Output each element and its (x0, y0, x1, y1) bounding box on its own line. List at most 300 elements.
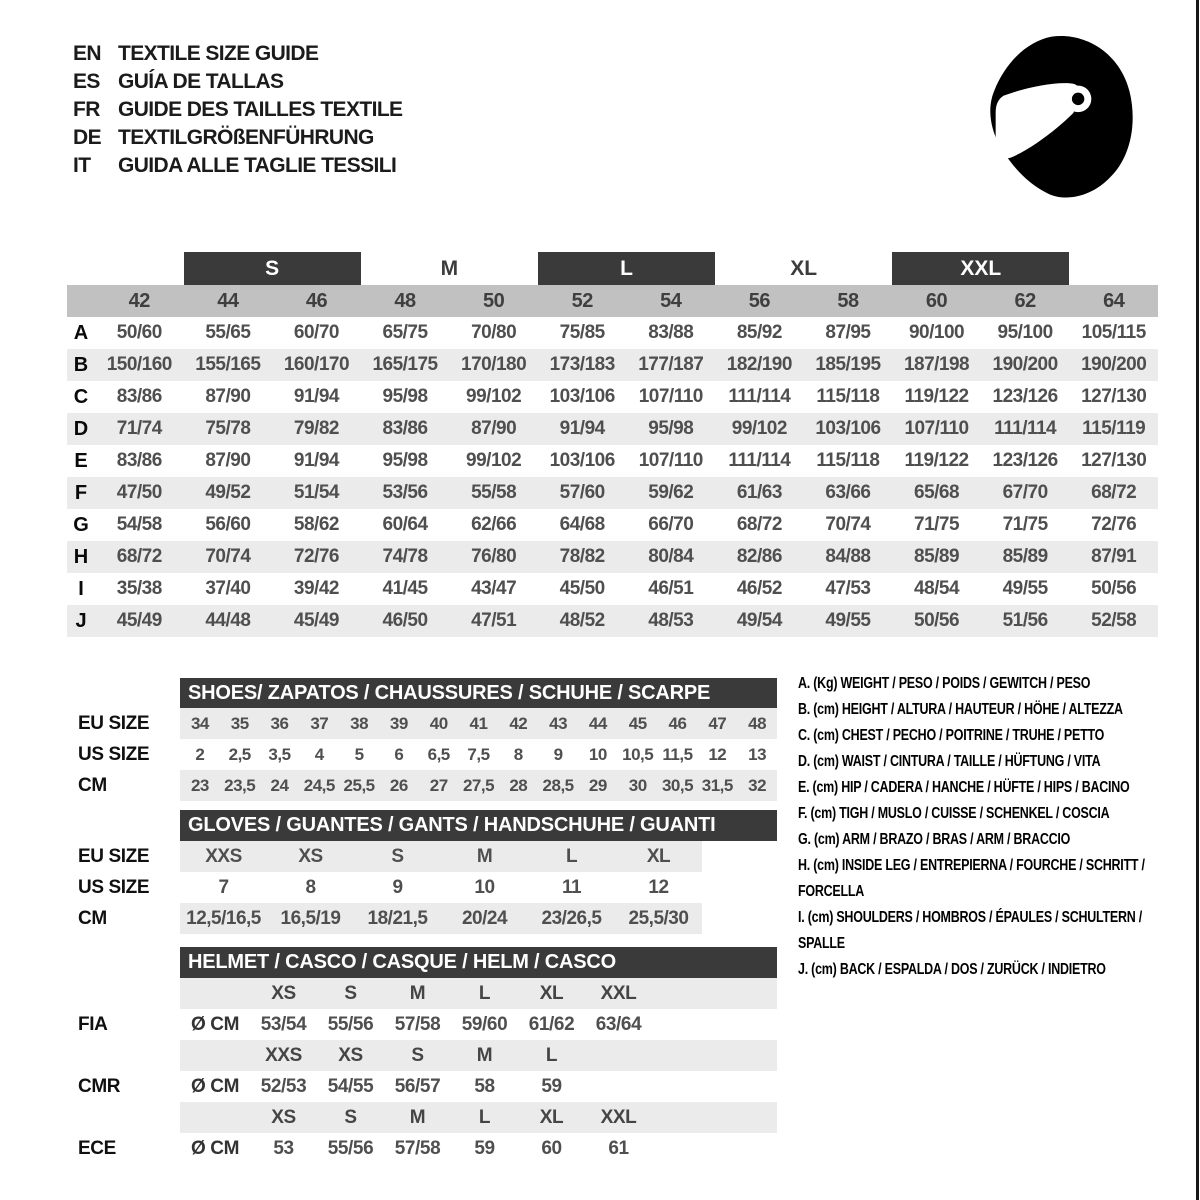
shoes-eu-row (180, 708, 777, 739)
measurement-row (67, 445, 1158, 477)
measurement-value: 115/118 (816, 450, 880, 471)
helmet-size-label: XL (539, 982, 564, 1004)
helmet-fia-value: 59/60 (461, 1013, 508, 1035)
language-title: TEXTILGRÖßENFÜHRUNG (118, 126, 374, 149)
legend-item: B. (cm) HEIGHT / ALTURA / HAUTEUR / HÖHE / ALTEZZA (798, 701, 1123, 718)
size-band-row (67, 252, 1158, 285)
measurement-value: 91/94 (559, 418, 605, 439)
measurement-value: 107/110 (904, 418, 969, 439)
row-letter: G (73, 513, 89, 536)
shoe-cm-value: 23,5 (224, 775, 256, 795)
glove-eu-size: XL (646, 845, 671, 867)
measurement-value: 49/54 (736, 610, 782, 631)
measurement-value: 68/72 (1091, 482, 1137, 503)
measurement-value: 56/60 (205, 514, 251, 535)
shoe-us-size: 5 (354, 744, 364, 764)
size-number: 46 (305, 289, 328, 312)
gloves-cm-row (180, 903, 702, 934)
measurement-value: 48/53 (648, 610, 694, 631)
measurement-value: 150/160 (106, 354, 172, 375)
language-title-row (73, 124, 402, 152)
measurement-value: 67/70 (1002, 482, 1048, 503)
measurement-value: 49/52 (205, 482, 251, 503)
glove-eu-size: XXS (205, 845, 242, 867)
measurement-value: 65/68 (914, 482, 960, 503)
measurement-value: 115/118 (816, 386, 880, 407)
measurement-value: 107/110 (638, 386, 703, 407)
measurement-value: 105/115 (1081, 322, 1146, 343)
helmet-ece-value: 59 (474, 1137, 495, 1159)
size-number: 56 (748, 289, 770, 312)
helmet-size-label: S (344, 982, 357, 1004)
helmet-size-label: M (476, 1044, 493, 1066)
shoe-cm-value: 29 (588, 775, 607, 795)
row-letter: C (73, 385, 89, 408)
row-letter: H (73, 545, 89, 568)
measurement-row (67, 541, 1158, 573)
measurement-value: 177/187 (638, 354, 704, 375)
size-band-m: M (440, 256, 459, 280)
shoes-section-title: SHOES/ ZAPATOS / CHAUSSURES / SCHUHE / SCARPE (180, 678, 777, 708)
language-code: ES (73, 70, 100, 93)
helmet-fia-value: 55/56 (327, 1013, 374, 1035)
measurement-value: 70/74 (825, 514, 871, 535)
measurement-rows (67, 317, 1158, 637)
glove-us-size: 11 (561, 876, 582, 898)
shoes-cm-label: CM (78, 774, 107, 796)
measurement-value: 170/180 (461, 354, 527, 375)
diameter-label: Ø CM (190, 1137, 239, 1159)
size-number: 58 (837, 289, 859, 312)
helmet-size-label: XXL (600, 1106, 637, 1128)
measurement-value: 119/122 (904, 450, 969, 471)
glove-us-size: 10 (474, 876, 495, 898)
measurement-value: 84/88 (825, 546, 871, 567)
measurement-value: 83/86 (116, 386, 162, 407)
glove-us-size: 12 (648, 876, 669, 898)
legend-item: D. (cm) WAIST / CINTURA / TAILLE / HÜFTUNG / VITA (798, 753, 1101, 770)
shoe-eu-size: 38 (350, 713, 369, 733)
glove-cm-value: 12,5/16,5 (186, 907, 261, 929)
measurement-value: 50/56 (1091, 578, 1137, 599)
shoe-cm-value: 27 (429, 775, 448, 795)
measurement-value: 115/119 (1082, 418, 1146, 439)
shoe-us-size: 6 (394, 744, 404, 764)
shoe-eu-size: 40 (429, 713, 448, 733)
language-title-row (73, 152, 402, 180)
helmet-size-label: XL (539, 1106, 564, 1128)
shoe-us-size: 6,5 (427, 744, 450, 764)
shoe-eu-size: 47 (708, 713, 727, 733)
measurement-value: 65/75 (382, 322, 428, 343)
measurement-value: 107/110 (638, 450, 703, 471)
row-letter: F (74, 481, 88, 504)
shoe-cm-value: 31,5 (701, 775, 733, 795)
legend-item: E. (cm) HIP / CADERA / HANCHE / HÜFTE / HIPS / BACINO (798, 779, 1130, 796)
measurement-value: 71/75 (1002, 514, 1048, 535)
glove-cm-value: 23/26,5 (541, 907, 602, 929)
measurement-value: 63/66 (825, 482, 871, 503)
measurement-row (67, 317, 1158, 349)
shoes-us-size-label: US SIZE (78, 743, 150, 765)
measurement-value: 111/114 (728, 386, 791, 407)
measurement-value: 70/74 (205, 546, 251, 567)
helmet-size-label: M (409, 1106, 426, 1128)
helmet-size-label: S (344, 1106, 357, 1128)
measurement-value: 47/53 (825, 578, 871, 599)
measurement-value: 123/126 (992, 450, 1058, 471)
shoe-cm-value: 24,5 (303, 775, 335, 795)
legend-item: G. (cm) ARM / BRAZO / BRAS / ARM / BRACCIO (798, 831, 1071, 848)
measurement-value: 76/80 (471, 546, 517, 567)
measurement-value: 99/102 (466, 386, 522, 407)
helmet-fia-sizes-row (180, 978, 777, 1009)
language-title: GUIDA ALLE TAGLIE TESSILI (118, 154, 397, 177)
helmet-fia-value: 63/64 (595, 1013, 642, 1035)
helmet-cmr-value: 58 (474, 1075, 495, 1097)
gloves-us-row (180, 872, 702, 903)
glove-eu-size: L (565, 845, 578, 867)
measurement-value: 64/68 (559, 514, 605, 535)
shoe-us-size: 9 (553, 744, 563, 764)
size-number: 44 (217, 289, 239, 312)
row-letter: A (73, 321, 89, 344)
measurement-value: 35/38 (116, 578, 162, 599)
measurement-value: 95/100 (997, 322, 1053, 343)
shoe-us-size: 4 (314, 744, 324, 764)
helmet-size-label: XS (338, 1044, 363, 1066)
helmet-cmr-value: 52/53 (260, 1075, 307, 1097)
measurement-value: 66/70 (648, 514, 694, 535)
measurement-value: 103/106 (549, 450, 615, 471)
gloves-us-size-label: US SIZE (78, 876, 150, 898)
helmet-section-title: HELMET / CASCO / CASQUE / HELM / CASCO (180, 947, 777, 978)
measurement-value: 37/40 (205, 578, 251, 599)
glove-eu-size: M (476, 845, 493, 867)
shoe-us-size: 8 (513, 744, 523, 764)
measurement-value: 91/94 (293, 450, 339, 471)
measurement-value: 190/200 (1081, 354, 1147, 375)
measurement-value: 87/90 (471, 418, 517, 439)
measurement-value: 45/49 (293, 610, 339, 631)
shoe-cm-value: 23 (190, 775, 209, 795)
language-code: FR (73, 98, 100, 121)
textile-size-table (67, 252, 1158, 637)
measurement-value: 165/175 (372, 354, 438, 375)
measurement-value: 58/62 (293, 514, 339, 535)
language-title-list (73, 40, 402, 180)
measurement-value: 82/86 (736, 546, 782, 567)
measurement-value: 123/126 (992, 386, 1058, 407)
measurement-value: 87/95 (825, 322, 871, 343)
measurement-value: 48/54 (914, 578, 960, 599)
glove-us-size: 9 (392, 876, 403, 898)
gloves-eu-size-label: EU SIZE (78, 845, 150, 867)
helmet-fia-value: 53/54 (260, 1013, 307, 1035)
shoe-eu-size: 34 (190, 713, 209, 733)
measurement-value: 160/170 (283, 354, 350, 375)
measurement-row (67, 413, 1158, 445)
measurement-value: 49/55 (1002, 578, 1048, 599)
shoes-us-row (180, 739, 777, 770)
measurement-value: 155/165 (195, 354, 261, 375)
measurement-value: 119/122 (904, 386, 969, 407)
measurement-value: 43/47 (471, 578, 517, 599)
helmet-fia-value: 61/62 (528, 1013, 575, 1035)
language-title-row (73, 96, 402, 124)
helmet-cmr-sizes-row (180, 1040, 777, 1071)
measurement-value: 71/75 (914, 514, 960, 535)
shoe-eu-size: 46 (668, 713, 687, 733)
measurement-value: 75/78 (205, 418, 251, 439)
shoe-eu-size: 48 (748, 713, 767, 733)
shoe-eu-size: 45 (628, 713, 647, 733)
measurement-value: 62/66 (471, 514, 517, 535)
measurement-value: 45/49 (116, 610, 162, 631)
measurement-value: 103/106 (549, 386, 615, 407)
measurement-value: 99/102 (731, 418, 787, 439)
helmet-fia-label: FIA (78, 1013, 108, 1035)
size-number: 52 (571, 289, 593, 312)
shoe-eu-size: 42 (509, 713, 528, 733)
measurement-value: 50/56 (914, 610, 960, 631)
measurement-value: 79/82 (293, 418, 339, 439)
shoe-us-size: 3,5 (268, 744, 291, 764)
measurement-value: 87/90 (205, 450, 251, 471)
gloves-eu-row (180, 841, 702, 872)
size-band-l: L (538, 252, 715, 285)
measurement-value: 44/48 (205, 610, 251, 631)
measurement-value: 46/51 (648, 578, 694, 599)
language-code: DE (73, 126, 101, 149)
measurement-row (67, 349, 1158, 381)
measurement-value: 39/42 (293, 578, 339, 599)
helmet-cmr-value: 54/55 (327, 1075, 374, 1097)
size-band-s: S (184, 252, 361, 285)
measurement-value: 111/114 (728, 450, 791, 471)
measurement-value: 90/100 (908, 322, 965, 343)
measurement-value: 45/50 (559, 578, 605, 599)
measurement-row (67, 509, 1158, 541)
shoe-cm-value: 30,5 (661, 775, 694, 795)
shoe-eu-size: 37 (310, 713, 329, 733)
legend-item: J. (cm) BACK / ESPALDA / DOS / ZURÜCK / INDIETRO (798, 961, 1106, 978)
size-number: 50 (482, 289, 505, 312)
shoe-us-size: 2 (195, 744, 205, 764)
measurement-value: 72/76 (293, 546, 339, 567)
measurement-row (67, 605, 1158, 637)
measurement-value: 71/74 (116, 418, 162, 439)
shoe-cm-value: 32 (748, 775, 767, 795)
measurement-value: 70/80 (471, 322, 517, 343)
measurement-value: 91/94 (293, 386, 339, 407)
legend-item: I. (cm) SHOULDERS / HOMBROS / ÉPAULES / SCHULTERN / SPALLE (798, 909, 1143, 952)
helmet-size-label: XXS (265, 1044, 302, 1066)
helmet-size-label: XXL (600, 982, 637, 1004)
measurement-value: 68/72 (736, 514, 782, 535)
helmet-size-label: XS (271, 982, 296, 1004)
measurement-value: 87/91 (1091, 546, 1137, 567)
shoe-us-size: 11,5 (662, 744, 693, 764)
row-letter: J (75, 609, 87, 632)
helmet-icon (980, 32, 1142, 200)
measurement-value: 87/90 (205, 386, 251, 407)
size-band-xl: XL (790, 256, 818, 280)
glove-us-size: 8 (305, 876, 316, 898)
helmet-ece-value: 61 (608, 1137, 629, 1159)
gloves-cm-label: CM (78, 907, 107, 929)
glove-eu-size: XS (298, 845, 323, 867)
measurement-value: 54/58 (116, 514, 162, 535)
measurement-value: 51/54 (293, 482, 339, 503)
size-band-xxl: XXL (892, 252, 1069, 285)
measurement-row (67, 381, 1158, 413)
row-letter: E (74, 449, 88, 472)
glove-us-size: 7 (218, 876, 229, 898)
size-number: 64 (1103, 289, 1125, 312)
gloves-section-title: GLOVES / GUANTES / GANTS / HANDSCHUHE / GUANTI (180, 810, 777, 841)
legend-item: A. (Kg) WEIGHT / PESO / POIDS / GEWITCH / PESO (798, 675, 1091, 692)
measurement-value: 47/51 (471, 610, 517, 631)
measurement-value: 60/64 (382, 514, 428, 535)
measurement-value: 75/85 (559, 322, 605, 343)
helmet-cmr-values-row (180, 1071, 777, 1102)
measurement-value: 182/190 (726, 354, 792, 375)
measurement-value: 68/72 (116, 546, 162, 567)
measurement-value: 72/76 (1091, 514, 1137, 535)
measurement-value: 95/98 (648, 418, 694, 439)
measurement-value: 173/183 (549, 354, 615, 375)
measurement-value: 85/92 (736, 322, 782, 343)
measurement-value: 46/50 (382, 610, 428, 631)
diameter-label: Ø CM (190, 1075, 239, 1097)
helmet-cmr-label: CMR (78, 1075, 121, 1097)
measurement-value: 50/60 (116, 322, 162, 343)
helmet-size-label: M (409, 982, 426, 1004)
language-title: TEXTILE SIZE GUIDE (118, 42, 319, 65)
shoe-eu-size: 35 (230, 713, 249, 733)
measurement-value: 41/45 (382, 578, 428, 599)
measurement-value: 48/52 (559, 610, 605, 631)
helmet-ece-value: 60 (541, 1137, 562, 1159)
size-number: 48 (394, 289, 416, 312)
size-number: 42 (128, 289, 150, 312)
shoe-us-size: 13 (748, 744, 767, 764)
measurement-value: 83/86 (382, 418, 428, 439)
glove-cm-value: 16,5/19 (280, 907, 341, 929)
measurement-value: 85/89 (1002, 546, 1048, 567)
glove-cm-value: 25,5/30 (628, 907, 689, 929)
shoes-eu-size-label: EU SIZE (78, 712, 150, 734)
size-number: 54 (660, 289, 682, 312)
language-title-row (73, 68, 402, 96)
helmet-size-label: L (478, 1106, 491, 1128)
language-title-row (73, 40, 402, 68)
legend-item: F. (cm) TIGH / MUSLO / CUISSE / SCHENKEL / COSCIA (798, 805, 1110, 822)
measurement-value: 61/63 (736, 482, 782, 503)
shoe-eu-size: 41 (469, 713, 488, 733)
shoes-cm-row (180, 770, 777, 801)
helmet-size-label: L (478, 982, 491, 1004)
measurement-row (67, 573, 1158, 605)
legend-item: C. (cm) CHEST / PECHO / POITRINE / TRUHE / PETTO (798, 727, 1105, 744)
legend-item: H. (cm) INSIDE LEG / ENTREPIERNA / FOURCHE / SCHRITT / FORCELLA (798, 857, 1145, 900)
language-title: GUIDE DES TAILLES TEXTILE (118, 98, 403, 121)
size-number: 62 (1014, 289, 1036, 312)
shoe-eu-size: 39 (389, 713, 408, 733)
shoe-eu-size: 44 (588, 713, 607, 733)
helmet-ece-value: 53 (273, 1137, 294, 1159)
helmet-cmr-value: 59 (541, 1075, 562, 1097)
measurement-value: 99/102 (466, 450, 522, 471)
language-code: EN (73, 42, 101, 65)
language-code: IT (73, 154, 91, 177)
glove-eu-size: S (391, 845, 404, 867)
measurement-value: 57/60 (559, 482, 605, 503)
helmet-cmr-value: 56/57 (394, 1075, 441, 1097)
measurement-value: 95/98 (382, 386, 428, 407)
row-letter: I (78, 577, 84, 600)
helmet-size-label: S (411, 1044, 424, 1066)
shoe-eu-size: 36 (270, 713, 289, 733)
helmet-ece-values-row (180, 1133, 777, 1164)
row-letter: D (73, 417, 89, 440)
shoe-us-size: 10 (588, 744, 607, 764)
measurement-value: 55/65 (205, 322, 251, 343)
shoe-us-size: 2,5 (228, 744, 251, 764)
shoe-cm-value: 28 (509, 775, 528, 795)
helmet-fia-value: 57/58 (394, 1013, 441, 1035)
language-title: GUÍA DE TALLAS (118, 70, 284, 93)
shoe-cm-value: 28,5 (542, 775, 574, 795)
glove-cm-value: 20/24 (461, 907, 508, 929)
measurement-value: 74/78 (382, 546, 428, 567)
size-number-header-row (67, 285, 1158, 317)
measurement-value: 95/98 (382, 450, 428, 471)
measurement-value: 190/200 (992, 354, 1058, 375)
diameter-label: Ø CM (190, 1013, 239, 1035)
shoe-us-size: 7,5 (467, 744, 490, 764)
shoe-cm-value: 26 (389, 775, 408, 795)
measurement-value: 127/130 (1081, 386, 1147, 407)
measurement-value: 127/130 (1081, 450, 1147, 471)
measurement-value: 49/55 (825, 610, 871, 631)
size-number: 60 (925, 289, 948, 312)
measurement-value: 60/70 (293, 322, 339, 343)
measurement-value: 83/88 (648, 322, 694, 343)
helmet-size-label: XS (271, 1106, 296, 1128)
shoe-cm-value: 25,5 (343, 775, 375, 795)
helmet-ece-label: ECE (78, 1137, 116, 1159)
measurement-value: 51/56 (1002, 610, 1048, 631)
measurement-value: 55/58 (471, 482, 517, 503)
shoe-us-size: 10,5 (622, 744, 654, 764)
glove-cm-value: 18/21,5 (367, 907, 428, 929)
row-letter: B (73, 353, 89, 376)
page-edge-rule (1196, 0, 1199, 1200)
measurement-legend (798, 671, 1200, 983)
measurement-value: 111/114 (994, 418, 1057, 439)
measurement-row (67, 477, 1158, 509)
helmet-ece-value: 55/56 (327, 1137, 374, 1159)
measurement-value: 53/56 (382, 482, 428, 503)
measurement-value: 46/52 (736, 578, 782, 599)
helmet-ece-sizes-row (180, 1102, 777, 1133)
helmet-size-label: L (545, 1044, 558, 1066)
shoe-cm-value: 30 (628, 775, 647, 795)
shoe-us-size: 12 (708, 744, 727, 764)
measurement-value: 80/84 (648, 546, 694, 567)
